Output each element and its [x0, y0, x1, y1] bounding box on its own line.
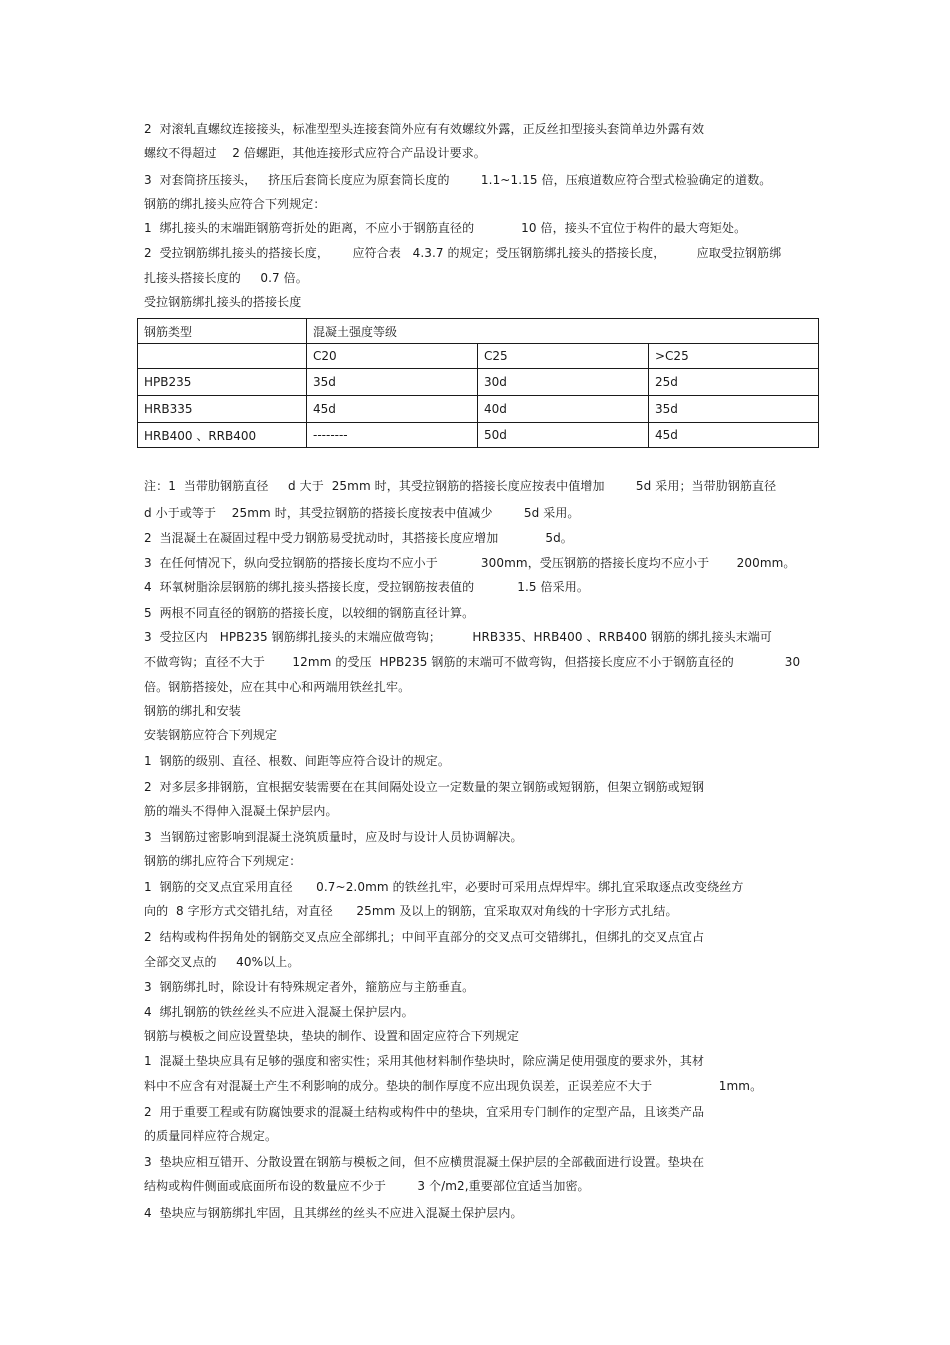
- table-cell: HPB235: [138, 369, 307, 396]
- table-header-cell: C25: [478, 344, 649, 369]
- paragraph-line: 3 钢筋绑扎时，除设计有特殊规定者外，箍筋应与主筋垂直。: [144, 980, 475, 994]
- paragraph-line: 4 绑扎钢筋的铁丝丝头不应进入混凝土保护层内。: [144, 1005, 414, 1019]
- paragraph-line: 结构或构件侧面或底面所布设的数量应不少于 3 个/m2,重要部位宜适当加密。: [144, 1179, 590, 1193]
- table-cell: 50d: [478, 423, 649, 448]
- paragraph-line: 螺纹不得超过 2 倍螺距，其他连接形式应符合产品设计要求。: [144, 146, 486, 160]
- table-cell: 25d: [649, 369, 819, 396]
- table-cell: 35d: [307, 369, 478, 396]
- table-cell: 30d: [478, 369, 649, 396]
- paragraph-line: 向的 8 字形方式交错扎结，对直径 25mm 及以上的钢筋，宜采取双对角线的十字形方式扎结。: [144, 904, 678, 918]
- section-heading: 钢筋的绑扎接头应符合下列规定：: [144, 197, 326, 211]
- section-heading: 钢筋的绑扎应符合下列规定：: [144, 854, 302, 868]
- table-header-row: [138, 319, 819, 344]
- note-line: d 小于或等于 25mm 时，其受拉钢筋的搭接长度按表中值减少 5d 采用。: [144, 506, 580, 520]
- section-heading: 钢筋与模板之间应设置垫块，垫块的制作、设置和固定应符合下列规定: [144, 1029, 520, 1043]
- section-heading: 安装钢筋应符合下列规定: [144, 728, 278, 742]
- table-cell: 45d: [307, 396, 478, 423]
- section-heading: 钢筋的绑扎和安装: [144, 704, 241, 718]
- paragraph-line: 的质量同样应符合规定。: [144, 1129, 278, 1143]
- table-row: [138, 423, 819, 448]
- table-row: [138, 369, 819, 396]
- paragraph-line: 3 对套筒挤压接头， 挤压后套筒长度应为原套筒长度的 1.1~1.15 倍，压痕道数应符合型式检验确定的道数。: [144, 173, 772, 187]
- paragraph-line: 2 用于重要工程或有防腐蚀要求的混凝土结构或构件中的垫块，宜采用专门制作的定型产品，且该类产品: [144, 1105, 705, 1119]
- table-cell: --------: [307, 423, 478, 448]
- note-line: 5 两根不同直径的钢筋的搭接长度，以较细的钢筋直径计算。: [144, 606, 475, 620]
- table-cell: 35d: [649, 396, 819, 423]
- note-line: 4 环氧树脂涂层钢筋的绑扎接头搭接长度，受拉钢筋按表值的 1.5 倍采用。: [144, 580, 589, 594]
- paragraph-line: 2 对多层多排钢筋，宜根据安装需要在在其间隔处设立一定数量的架立钢筋或短钢筋，但架立钢筋或短钢: [144, 780, 705, 794]
- paragraph-line: 1 钢筋的级别、直径、根数、间距等应符合设计的规定。: [144, 754, 450, 768]
- table-header-cell: C20: [307, 344, 478, 369]
- table-cell: 40d: [478, 396, 649, 423]
- note-line: 2 当混凝土在凝固过程中受力钢筋易受扰动时，其搭接长度应增加 5d。: [144, 531, 573, 545]
- table-cell: [138, 344, 307, 369]
- table-subheader-row: [138, 344, 819, 369]
- paragraph-line: 筋的端头不得伸入混凝土保护层内。: [144, 804, 338, 818]
- paragraph-line: 2 对滚轧直螺纹连接接头，标准型型头连接套筒外应有有效螺纹外露，正反丝扣型接头套筒单边外露有效: [144, 122, 705, 136]
- note-line: 注：1 当带肋钢筋直径 d 大于 25mm 时，其受拉钢筋的搭接长度应按表中值增加 5d 采用；当带肋钢筋直径: [144, 479, 777, 493]
- paragraph-line: 不做弯钩；直径不大于 12mm 的受压 HPB235 钢筋的末端可不做弯钩，但搭接长度应不小于钢筋直径的 30: [144, 655, 801, 669]
- paragraph-line: 全部交叉点的 40%以上。: [144, 955, 300, 969]
- table-cell: HRB335: [138, 396, 307, 423]
- table-cell: 45d: [649, 423, 819, 448]
- paragraph-line: 1 混凝土垫块应具有足够的强度和密实性；采用其他材料制作垫块时，除应满足使用强度的要求外，其材: [144, 1054, 705, 1068]
- paragraph-line: 3 当钢筋过密影响到混凝土浇筑质量时，应及时与设计人员协调解决。: [144, 830, 523, 844]
- paragraph-line: 1 绑扎接头的末端距钢筋弯折处的距离，不应小于钢筋直径的 10 倍，接头不宜位于构件的最大弯矩处。: [144, 221, 747, 235]
- table-header-cell: 钢筋类型: [138, 319, 307, 344]
- table-header-cell: 混凝土强度等级: [307, 319, 819, 344]
- paragraph-line: 2 结构或构件拐角处的钢筋交叉点应全部绑扎；中间平直部分的交叉点可交错绑扎，但绑扎的交叉点宜占: [144, 930, 705, 944]
- paragraph-line: 1 钢筋的交叉点宜采用直径 0.7~2.0mm 的铁丝扎牢，必要时可采用点焊焊牢。绑扎宜采取逐点改变绕丝方: [144, 880, 744, 894]
- paragraph-line: 倍。钢筋搭接处，应在其中心和两端用铁丝扎牢。: [144, 680, 411, 694]
- paragraph-line: 2 受拉钢筋绑扎接头的搭接长度， 应符合表 4.3.7 的规定；受压钢筋绑扎接头的搭接长度， 应取受拉钢筋绑: [144, 246, 782, 260]
- paragraph-line: 3 受拉区内 HPB235 钢筋绑扎接头的末端应做弯钩； HRB335、HRB400 、RRB400 钢筋的绑扎接头末端可: [144, 630, 772, 644]
- table-header-cell: >C25: [649, 344, 819, 369]
- table-row: [138, 396, 819, 423]
- table-caption: 受拉钢筋绑扎接头的搭接长度: [144, 295, 302, 309]
- paragraph-line: 扎接头搭接长度的 0.7 倍。: [144, 271, 308, 285]
- paragraph-line: 料中不应含有对混凝土产生不利影响的成分。垫块的制作厚度不应出现负误差，正误差应不大于 1mm。: [144, 1079, 763, 1093]
- paragraph-line: 4 垫块应与钢筋绑扎牢固，且其绑丝的丝头不应进入混凝土保护层内。: [144, 1206, 523, 1220]
- table-cell: HRB400 、RRB400: [138, 423, 307, 448]
- note-line: 3 在任何情况下，纵向受拉钢筋的搭接长度均不应小于 300mm，受压钢筋的搭接长度均不应小于 200mm。: [144, 556, 796, 570]
- paragraph-line: 3 垫块应相互错开、分散设置在钢筋与模板之间，但不应横贯混凝土保护层的全部截面进行设置。垫块在: [144, 1155, 705, 1169]
- lap-length-table: [137, 318, 819, 448]
